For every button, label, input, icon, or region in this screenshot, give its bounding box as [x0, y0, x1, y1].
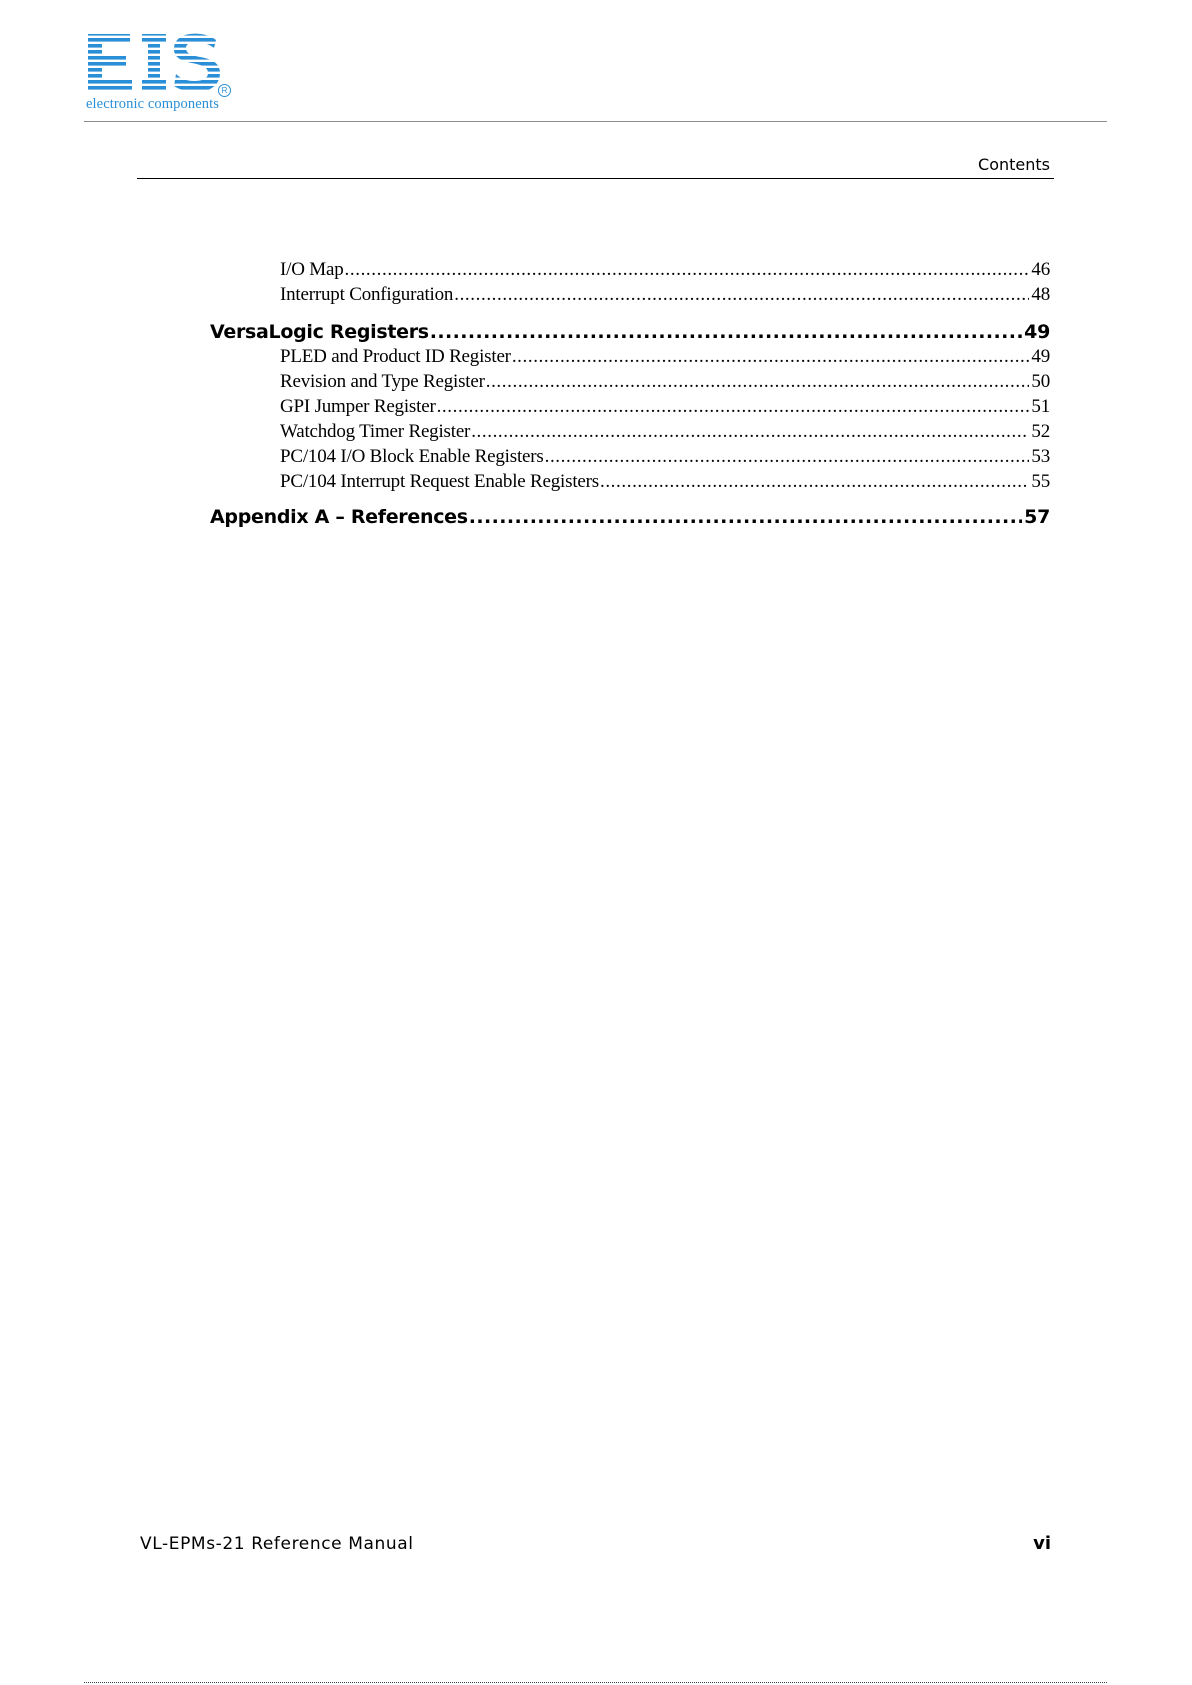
eis-logo: [86, 32, 232, 116]
bottom-rule: [84, 1682, 1107, 1683]
toc-entry-gpi-jumper[interactable]: [280, 396, 1050, 418]
toc-entry-page: 57: [1024, 506, 1050, 528]
toc-leader-dots: [469, 506, 1022, 528]
toc-entry-page: 46: [1031, 259, 1050, 280]
eis-logo-mark: [86, 32, 222, 94]
toc-entry-title: GPI Jumper Register: [280, 396, 436, 417]
toc-entry-pc104-io-block[interactable]: [280, 446, 1050, 468]
toc-entry-title: Watchdog Timer Register: [280, 421, 471, 442]
toc-entry-title: PC/104 Interrupt Request Enable Registers: [280, 471, 599, 492]
toc-entry-page: 49: [1024, 321, 1050, 343]
top-rule: [84, 121, 1107, 122]
toc-entry-title: Appendix A – References: [210, 506, 468, 528]
toc-entry-title: Revision and Type Register: [280, 371, 485, 392]
toc-leader-dots: [600, 471, 1029, 493]
toc-entry-page: 52: [1031, 421, 1050, 442]
toc-leader-dots: [345, 259, 1030, 281]
toc-entry-page: 51: [1031, 396, 1050, 417]
toc-entry-title: PLED and Product ID Register: [280, 346, 511, 367]
toc-entry-page: 55: [1031, 471, 1050, 492]
header-rule: [137, 178, 1054, 179]
toc-entry-revision-type[interactable]: [280, 371, 1050, 393]
toc-leader-dots: [430, 321, 1022, 343]
toc-entry-watchdog-timer[interactable]: [280, 421, 1050, 443]
footer-manual-title: VL-EPMs-21 Reference Manual: [140, 1534, 414, 1554]
toc-entry-title: PC/104 I/O Block Enable Registers: [280, 446, 544, 467]
toc-entry-title: I/O Map: [280, 259, 344, 280]
footer-page-number: vi: [1033, 1533, 1051, 1554]
registered-mark: R: [218, 84, 231, 97]
toc-leader-dots: [437, 396, 1030, 418]
logo-tagline: electronic components: [86, 96, 219, 112]
toc-entry-page: 50: [1031, 371, 1050, 392]
toc-leader-dots: [454, 284, 1029, 306]
toc-entry-versalogic-registers[interactable]: [210, 321, 1050, 343]
toc-entry-title: VersaLogic Registers: [210, 321, 429, 343]
toc-entry-interrupt-configuration[interactable]: [280, 284, 1050, 306]
toc-entry-page: 49: [1031, 346, 1050, 367]
toc-entry-pc104-interrupt-request[interactable]: [280, 471, 1050, 493]
toc-entry-title: Interrupt Configuration: [280, 284, 454, 305]
toc-leader-dots: [545, 446, 1030, 468]
running-head: Contents: [978, 155, 1050, 174]
toc-leader-dots: [471, 421, 1029, 443]
toc-leader-dots: [512, 346, 1030, 368]
toc-entry-io-map[interactable]: [280, 259, 1050, 281]
toc-entry-page: 53: [1031, 446, 1050, 467]
toc-entry-page: 48: [1031, 284, 1050, 305]
toc-leader-dots: [486, 371, 1030, 393]
toc-entry-pled-product-id[interactable]: [280, 346, 1050, 368]
toc-entry-appendix-a[interactable]: [210, 506, 1050, 528]
